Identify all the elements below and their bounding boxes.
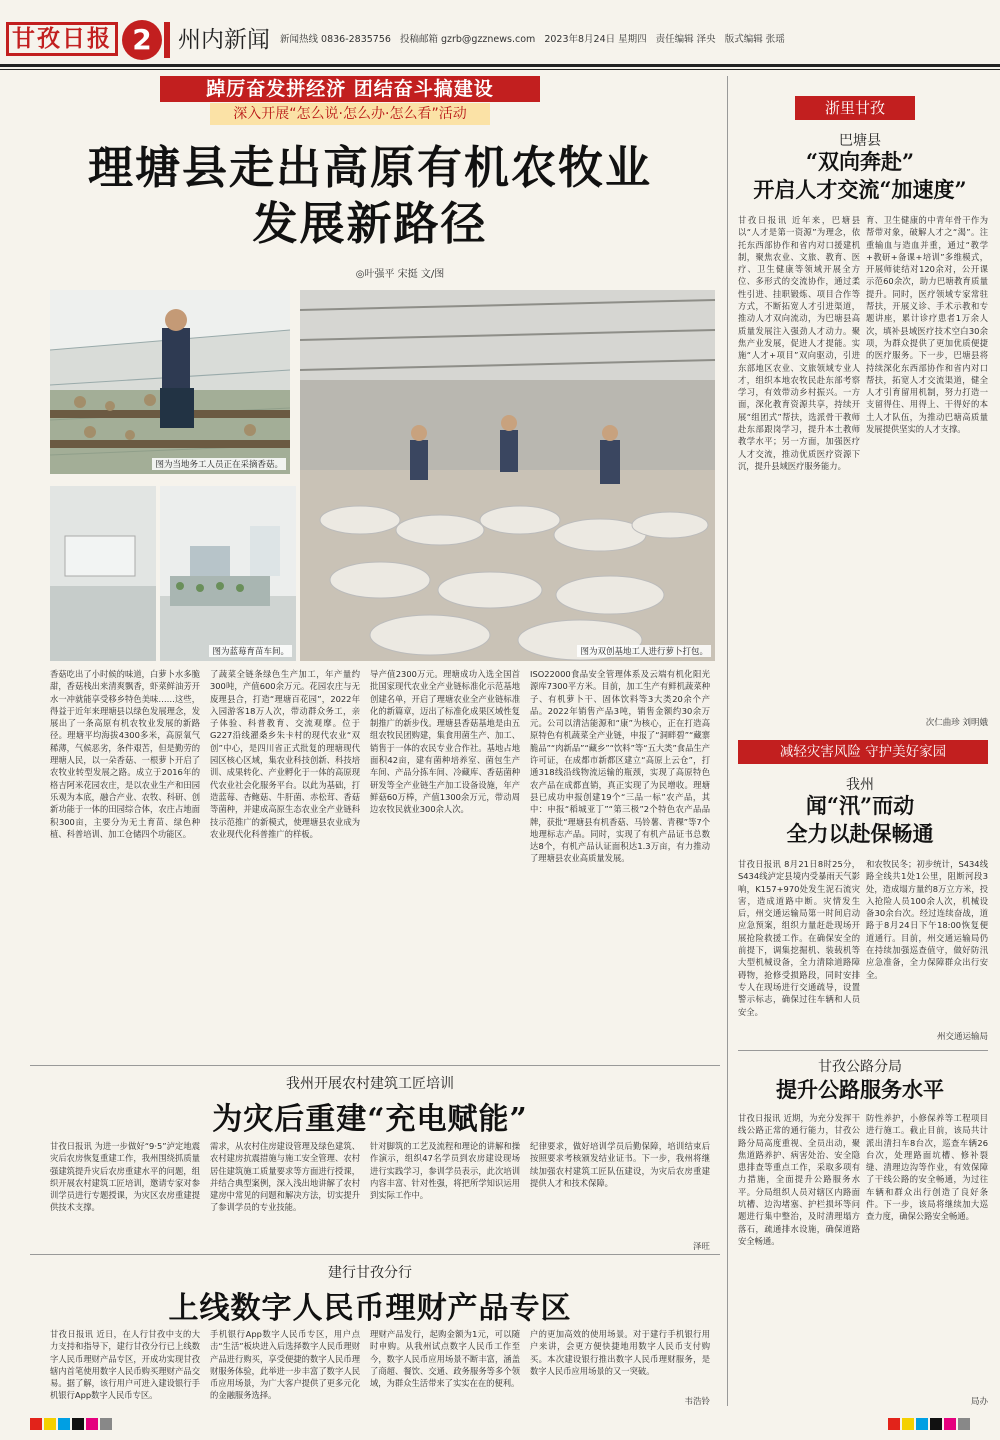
bank-col1 [50,1328,200,1406]
section-title: 州内新闻 [164,22,274,58]
photo-caption-2: 图为蓝莓育苗车间。 [209,645,292,657]
greenhouse-image [50,290,290,474]
east-signature: 次仁曲珍 刘明娥 [925,718,988,728]
bank-col4 [530,1328,710,1394]
flood-tag-text: 减轻灾害风险 守护美好家园 [779,744,947,760]
flood-col1-text: 甘孜日报讯 8月21日8时25分，S434线泸定县境内受暴雨天气影响，K157+970处发生泥石流灾害，造成道路中断。灾情发生后，州交通运输局第一时间启动应急预案，组织力量赶赴现场开展抢险救援工作。在确保安全的前提下，调集挖掘机、装载机等大型机械设备，全力清除道路障碍物，抢修受损路段，同时安排专人在现场进行交通疏导，设置警示标志，确保过往车辆和人员安全。 [738,859,860,1017]
masthead-rule-thin [0,69,1000,70]
flood-kicker: 我州 [846,777,874,793]
footer-color-bar [0,1412,1000,1436]
lead-headline-line2: 发展新路径 [252,197,488,250]
east-col2 [866,214,988,714]
nursery-image [160,486,296,661]
road-col2 [866,1112,988,1390]
bank-col2 [210,1328,360,1406]
bank-col1-text: 甘孜日报讯 近日，在人行甘孜中支的大力支持和指导下，建行甘孜分行已上线数字人民币理财产品专区，开成功实现甘孜辖内首笔使用数字人民币购买理财产品交易。据了解，该行用户可进入建设银行手机银行App数字人民币专区。 [50,1329,200,1401]
lead-col4-text: ISO22000食品安全管理体系及云端有机化阳光源库7300平方米。目前，加工生产有鲜机蔬菜种子、有机萝卜干、固体饮料等3大类20余个产品。2022年销售产品3吨，销售金额约30余万元。公司以清洁能源和“康”为核心，正在打造高原特色有机蔬菜全产业链，申报了“洞畔碧”“藏寨脆品”“肉新品”“藏乡”“饮料”等“五大类”食品生产许可证，在成都市新都区建立“高原上云仓”，打通318线沿线物流运输的瓶颈，实现了高原特色农产品在成都直销，真正实现了为民增收。理塘县已成功申报创建19个“三品一标”农产品，其中：申报“稻城亚丁”“第三极”2个特色农产品品牌，获批“理塘县有机香菇、马铃薯、青稞”等7个地理标志产品。同时，实现了有机产品证书总数达8个，有机产品认证面积达1.3万亩，有力推动了理塘县农业高质量发展。 [530,669,710,864]
road-headline: 提升公路服务水平 [776,1077,944,1102]
photo-caption-1: 图为当地务工人员正在采摘香菇。 [152,458,286,470]
road-kicker: 甘孜公路分局 [818,1059,902,1075]
photo-nursery [160,486,296,661]
training-col2-text: 需求，从农村住房建设管理及绿色建筑、农村建房抗震措施与施工安全管理、农村居住建筑施工质量要求等方面进行授课，并结合典型案例，深入浅出地讲解了农村建房中常见的问题和解决方法，切实提升了参训学员的专业技能。 [210,1141,360,1213]
training-col4 [530,1140,710,1240]
lead-byline: ◎叶强平 宋挺 文/图 [355,269,445,280]
masthead [0,0,1000,80]
bank-headline: 上线数字人民币理财产品专区 [168,1291,572,1326]
lead-body-col1 [50,668,200,1058]
photo-caption-3: 图为双创基地工人进行萝卜打包。 [577,645,711,657]
flood-signature: 州交通运输局 [936,1032,988,1042]
lead-headline-line1: 理塘县走出高原有机农牧业 [87,141,652,194]
lead-headline [30,140,710,252]
chief-editor: 责任编辑 泽央 [655,34,716,45]
photo-small-left [50,486,156,661]
training-col3-text: 针对脚筑的工艺及流程和理论的讲解和操作演示，组织47名学员到农房建设现场进行实践学习，参训学员表示，此次培训内容丰富、针对性强，将把所学知识运用到实际工作中。 [370,1141,520,1201]
column-rule [727,76,728,1406]
warehouse-image [300,290,715,661]
photo-warehouse [300,290,715,661]
east-col1-text: 甘孜日报讯 近年来，巴塘县以“人才是第一资源”为理念，依托东西部协作和省内对口援建机制，聚焦农业、文旅、教育、医疗、卫生健康等领域开展全方位、多形式的交流协作，通过柔性引进、挂职锻炼、项目合作等方式，不断拓宽人才引进渠道，推动人才双向流动，为巴塘县高质量发展注入强劲人才动力。聚焦产业发展，促进人才提能。实施“人才+项目”双向驱动，引进东部地区农业、文旅领域专业人才，组织本地农牧民赴东部考察学习，有效带动乡村振兴。一方面，深化教育资源共享，持续开展“组团式”帮扶，选派骨干教师赴东部跟岗学习，提升本土教师教学水平；另一方面，加强医疗人才交流，推动优质医疗资源下沉，提升县域医疗服务能力。 [738,215,860,471]
bank-col4-text: 户的更加高效的使用场景。对于建行手机银行用户来讲，会更方便快捷地用数字人民币支付购买。本次建设银行推出数字人民币理财服务，是数字人民币应用场景的又一突破。 [530,1329,710,1376]
lead-body-col4 [530,668,710,1058]
photo-greenhouse [50,290,290,474]
training-signature: 泽旺 [692,1242,710,1252]
east-headline-line2: 开启人才交流“加速度” [753,177,967,202]
bank-col2-text: 手机银行App数字人民币专区，用户点击“生活”板块进入后选择数字人民币理财产品进行购买，享受便捷的数字人民币理财服务体验，此举进一步丰富了数字人民币应用场景，为广大客户提供了更多元化的金融服务选择。 [210,1329,360,1401]
bank-col3 [370,1328,520,1406]
flood-headline-line2: 全力以赴保畅通 [786,821,934,846]
training-col1 [50,1140,200,1245]
divider-training-bottom [30,1254,720,1255]
lead-body-col2 [210,668,360,1058]
training-headline: 为灾后重建“充电赋能” [212,1102,528,1137]
campaign-banner: 踔厉奋发拼经济 团结奋斗搞建设 [160,76,540,102]
small-photo-image [50,486,156,661]
east-kicker: 巴塘县 [839,133,881,149]
email: 投稿邮箱 gzrb@gzznews.com [399,34,536,45]
road-signature: 局办 [970,1397,988,1407]
flood-col2 [866,858,988,1028]
divider-right-road [738,1050,988,1051]
hotline: 新闻热线 0836-2835756 [280,34,391,45]
road-col1-text: 甘孜日报讯 近期，为充分发挥干线公路正常的通行能力，甘孜公路分局高度重视、全员出动，聚焦道路养护、病害处治、安全隐患排查等重点工作，采取多项有力措施，全面提升公路服务水平。分局组织人员对辖区内路面坑槽、边沟堵塞、护栏损坏等问题进行集中整治，及时清理塌方落石，疏通排水设施，确保道路安全畅通。 [738,1113,860,1246]
divider-lead-bottom [30,1065,720,1066]
masthead-rule [0,64,1000,67]
training-col3 [370,1140,520,1245]
page-number: 2 [122,20,162,60]
lead-col2-text: 了蔬菜全链条绿色生产加工，年产量约300吨，产值600余万元。花园农庄与无废理县合，打造“理塘百花园”，2022年入园游客18万人次，带动群众务工，亲子体验、科普教育、交流观摩。位于G227沿线濯桑乡朱卡村的现代农业“双创”中心，是四川省正式批复的理塘现代园区核心区域，集农业科技创新、科技培训、成果转化、产业孵化于一体的高原现代农业社会化服务平台。以此为基础，打造蓝莓、杏鲍菇、牛肝菌、赤松茸、香菇等菌种，并建成高原生态农业全产业链科技示范推广的新模式，使理塘县农业成为农业现代化科普推广的样板。 [210,669,360,839]
bank-signature: 韦浩铃 [684,1397,710,1407]
training-col1-text: 甘孜日报讯 为进一步做好“9·5”泸定地震灾后农房恢复重建工作，我州围绕抓质量强建筑提升灾后农房重建水平的问题，组织开展农村建筑工匠培训，邀请专家对参训学员进行专题授课，为灾区农房重建提供技术支撑。 [50,1141,200,1213]
campaign-subtitle: 深入开展“怎么说·怎么办·怎么看”活动 [210,103,490,125]
east-headline-line1: “双向奔赴” [805,149,915,174]
road-col2-text: 防性养护，小修保养等工程项目进行施工。截止目前，该局共计派出清扫车8台次，巡查车辆26台次，处理路面坑槽、修补裂缝、清理边沟等作业，有效保障了干线公路的安全畅通，为过往车辆和群众出行创造了良好条件。下一步，该局将继续加大巡查力度，确保公路安全畅通。 [866,1113,988,1222]
training-col2 [210,1140,360,1245]
layout-editor: 版式编辑 张瑶 [724,34,785,45]
training-col4-text: 纪律要求，做好培训学员后勤保障，培训结束后按照要求考核颁发结业证书。下一步，我州将继续加强农村建筑工匠队伍建设，为灾后农房重建提供人才和技术保障。 [530,1141,710,1188]
training-kicker: 我州开展农村建筑工匠培训 [286,1076,454,1092]
flood-col2-text: 和农牧民冬；初步统计，S434线路全线共1处1公里，阻断河段3处，造成塌方量约8万立方米，投入抢险人员100余人次，机械设备30余台次。经过连续奋战，道路于8月24日下午18:00恢复便道通行。目前，州交通运输局仍在持续加强巡查值守，做好防汛应急准备，全力保障群众出行安全。 [866,859,988,980]
masthead-info [280,31,980,45]
flood-headline [735,792,985,848]
road-col1 [738,1112,860,1406]
section-tag-east: 浙里甘孜 [795,96,915,120]
east-headline [735,148,985,204]
flood-tag [738,740,988,764]
lead-col3-text: 导产值2300万元。理塘成功入选全国首批国家现代农业全产业链标准化示范基地创建名单，开启了理塘农业全产业链标准化的新篇章，迈出了标准化成果区域性复制推广的新步伐。理塘县香菇基地是由五组农牧民团购建，集食用菌生产、加工、销售于一体的农民专业合作社。基地占地面积42亩，建有菌种培养室、菌包生产车间、产品分拣车间、冷藏库、香菇菌种研发等全产业链生产加工设备设施，年产鲜菇60万棒，产值1300余万元，带动周边农牧民就业300余人次。 [370,669,520,815]
east-col1 [738,214,860,714]
lead-col1-text: 香菇吃出了小时候的味道，白萝卜水多脆甜，香菇栈出来清爽飘香，虾菜鲜油芳开水一冲就能享受移乡特色美味……这些，得益于近年来理塘县以绿色发展理念，发展出了一条高原有机农牧业发展的新路径。理塘平均海拔4300多米，高原氧气稀薄，气候恶劣，条件艰苦，但是勤劳的理塘人民，以一朵香菇、一根萝卜开启了农牧业转型发展之路。成立于2016年的格吉阿米花园农庄，是以农业生产和田园乐观为本底，融合产业、农牧、科研、创新功能于一体的田园综合体，农庄占地面积300亩，主要分为无土育苗、绿色种植、科普培训、加工仓储四个功能区。 [50,669,200,839]
date: 2023年8月24日 星期四 [544,34,647,45]
east-col2-text: 育、卫生健康的中青年骨干作为帮带对象，破解人才之“渴”。注重输血与造血并重，通过“教学+教研+备课+培训”多维模式，开展师徒结对120余对，公开课示范60余次，助力巴塘教育质量提升。同时，医疗领域专家常驻帮扶，开展义诊、手术示教和专题讲座，累计诊疗患者1万余人次，填补县域医疗技术空白30余项，为群众提供了更加优质便捷的医疗服务。下一步，巴塘县将持续深化东西部协作和省内对口帮扶，拓宽人才交流渠道，健全人才引育留用机制，努力打造一支留得住、用得上、干得好的本土人才队伍，为推动巴塘高质量发展提供坚实的人才支撑。 [866,215,988,435]
color-registration-strip [0,1412,1000,1436]
lead-body-col3 [370,668,520,1058]
bank-kicker: 建行甘孜分行 [328,1265,412,1281]
bank-col3-text: 理财产品发行，起购金额为1元，可以随时申购。从我州试点数字人民币工作至今，数字人民币应用场景不断丰富，涵盖了商超、餐饮、交通、政务服务等多个领域，为群众生活带来了实实在在的便利。 [370,1329,520,1389]
newspaper-logo: 甘孜日报 [6,22,118,56]
flood-headline-line1: 闻“汛”而动 [805,793,915,818]
flood-col1 [738,858,860,1044]
